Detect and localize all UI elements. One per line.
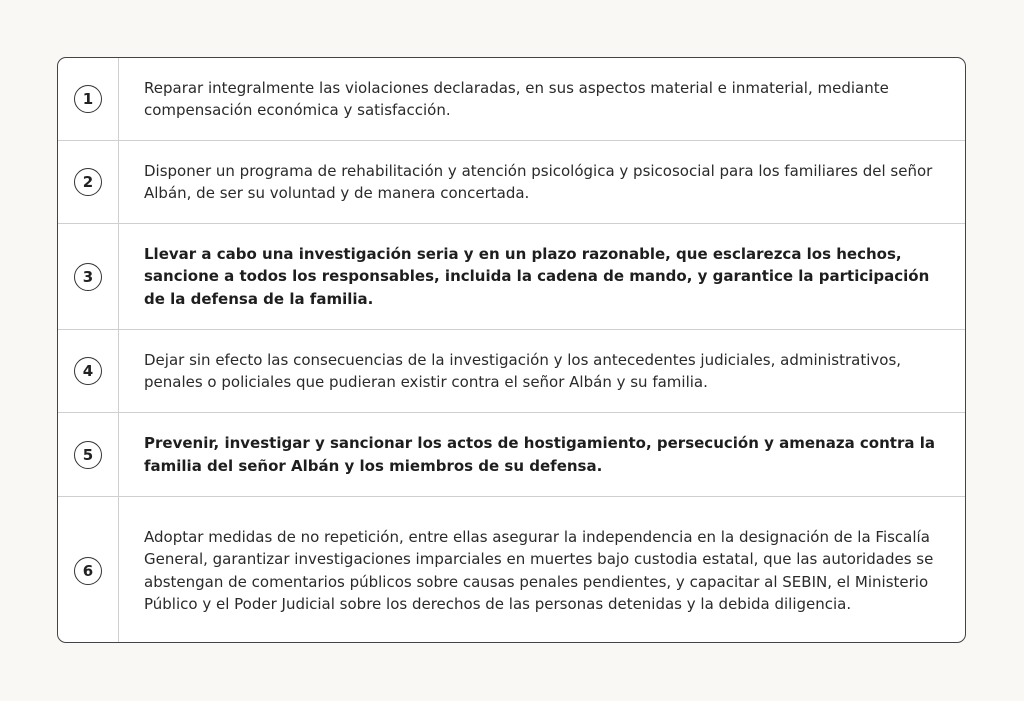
measure-number-badge: 3 <box>74 263 102 291</box>
measure-text: Disponer un programa de rehabilitación y atención psicológica y psicosocial para los familiares del señor Albán, de ser su voluntad y de manera concertada. <box>144 161 933 202</box>
measure-text: Prevenir, investigar y sancionar los actos de hostigamiento, persecución y amenaza contra la familia del señor Albán y los miembros de su defensa. <box>144 434 935 475</box>
measure-row <box>58 413 965 497</box>
measure-row <box>58 224 965 330</box>
measure-number-badge: 2 <box>74 168 102 196</box>
measures-table <box>57 57 966 643</box>
measure-number-cell <box>58 224 119 329</box>
measure-number-badge: 1 <box>74 85 102 113</box>
measure-number-badge: 4 <box>74 357 102 385</box>
measure-text: Dejar sin efecto las consecuencias de la investigación y los antecedentes judiciales, administrativos, penales o policiales que pudieran existir contra el señor Albán y su familia. <box>144 350 902 391</box>
measure-row <box>58 497 965 643</box>
measure-row <box>58 330 965 413</box>
measure-number-cell <box>58 413 119 496</box>
measure-number-cell <box>58 330 119 412</box>
measure-row <box>58 58 965 141</box>
measure-row <box>58 141 965 224</box>
measure-number-cell <box>58 497 119 643</box>
measure-text: Reparar integralmente las violaciones declaradas, en sus aspectos material e inmaterial, mediante compensación económica y satisfacción. <box>144 78 889 119</box>
measure-text: Llevar a cabo una investigación seria y en un plazo razonable, que esclarezca los hechos, sancione a todos los responsables, incluida la cadena de mando, y garantice la participación de la defensa de la familia. <box>144 245 930 308</box>
measure-text: Adoptar medidas de no repetición, entre ellas asegurar la independencia en la designación de la Fiscalía General, garantizar investigaciones imparciales en muertes bajo custodia estatal, que las autoridades se abstengan de comentarios públicos sobre causas penales pendientes, y capacitar al SEBIN, el Ministerio Público y el Poder Judicial sobre los derechos de las personas detenidas y la debida diligencia. <box>144 527 934 613</box>
measure-number-badge: 6 <box>74 557 102 585</box>
measure-number-badge: 5 <box>74 441 102 469</box>
measure-number-cell <box>58 58 119 140</box>
measure-number-cell <box>58 141 119 223</box>
